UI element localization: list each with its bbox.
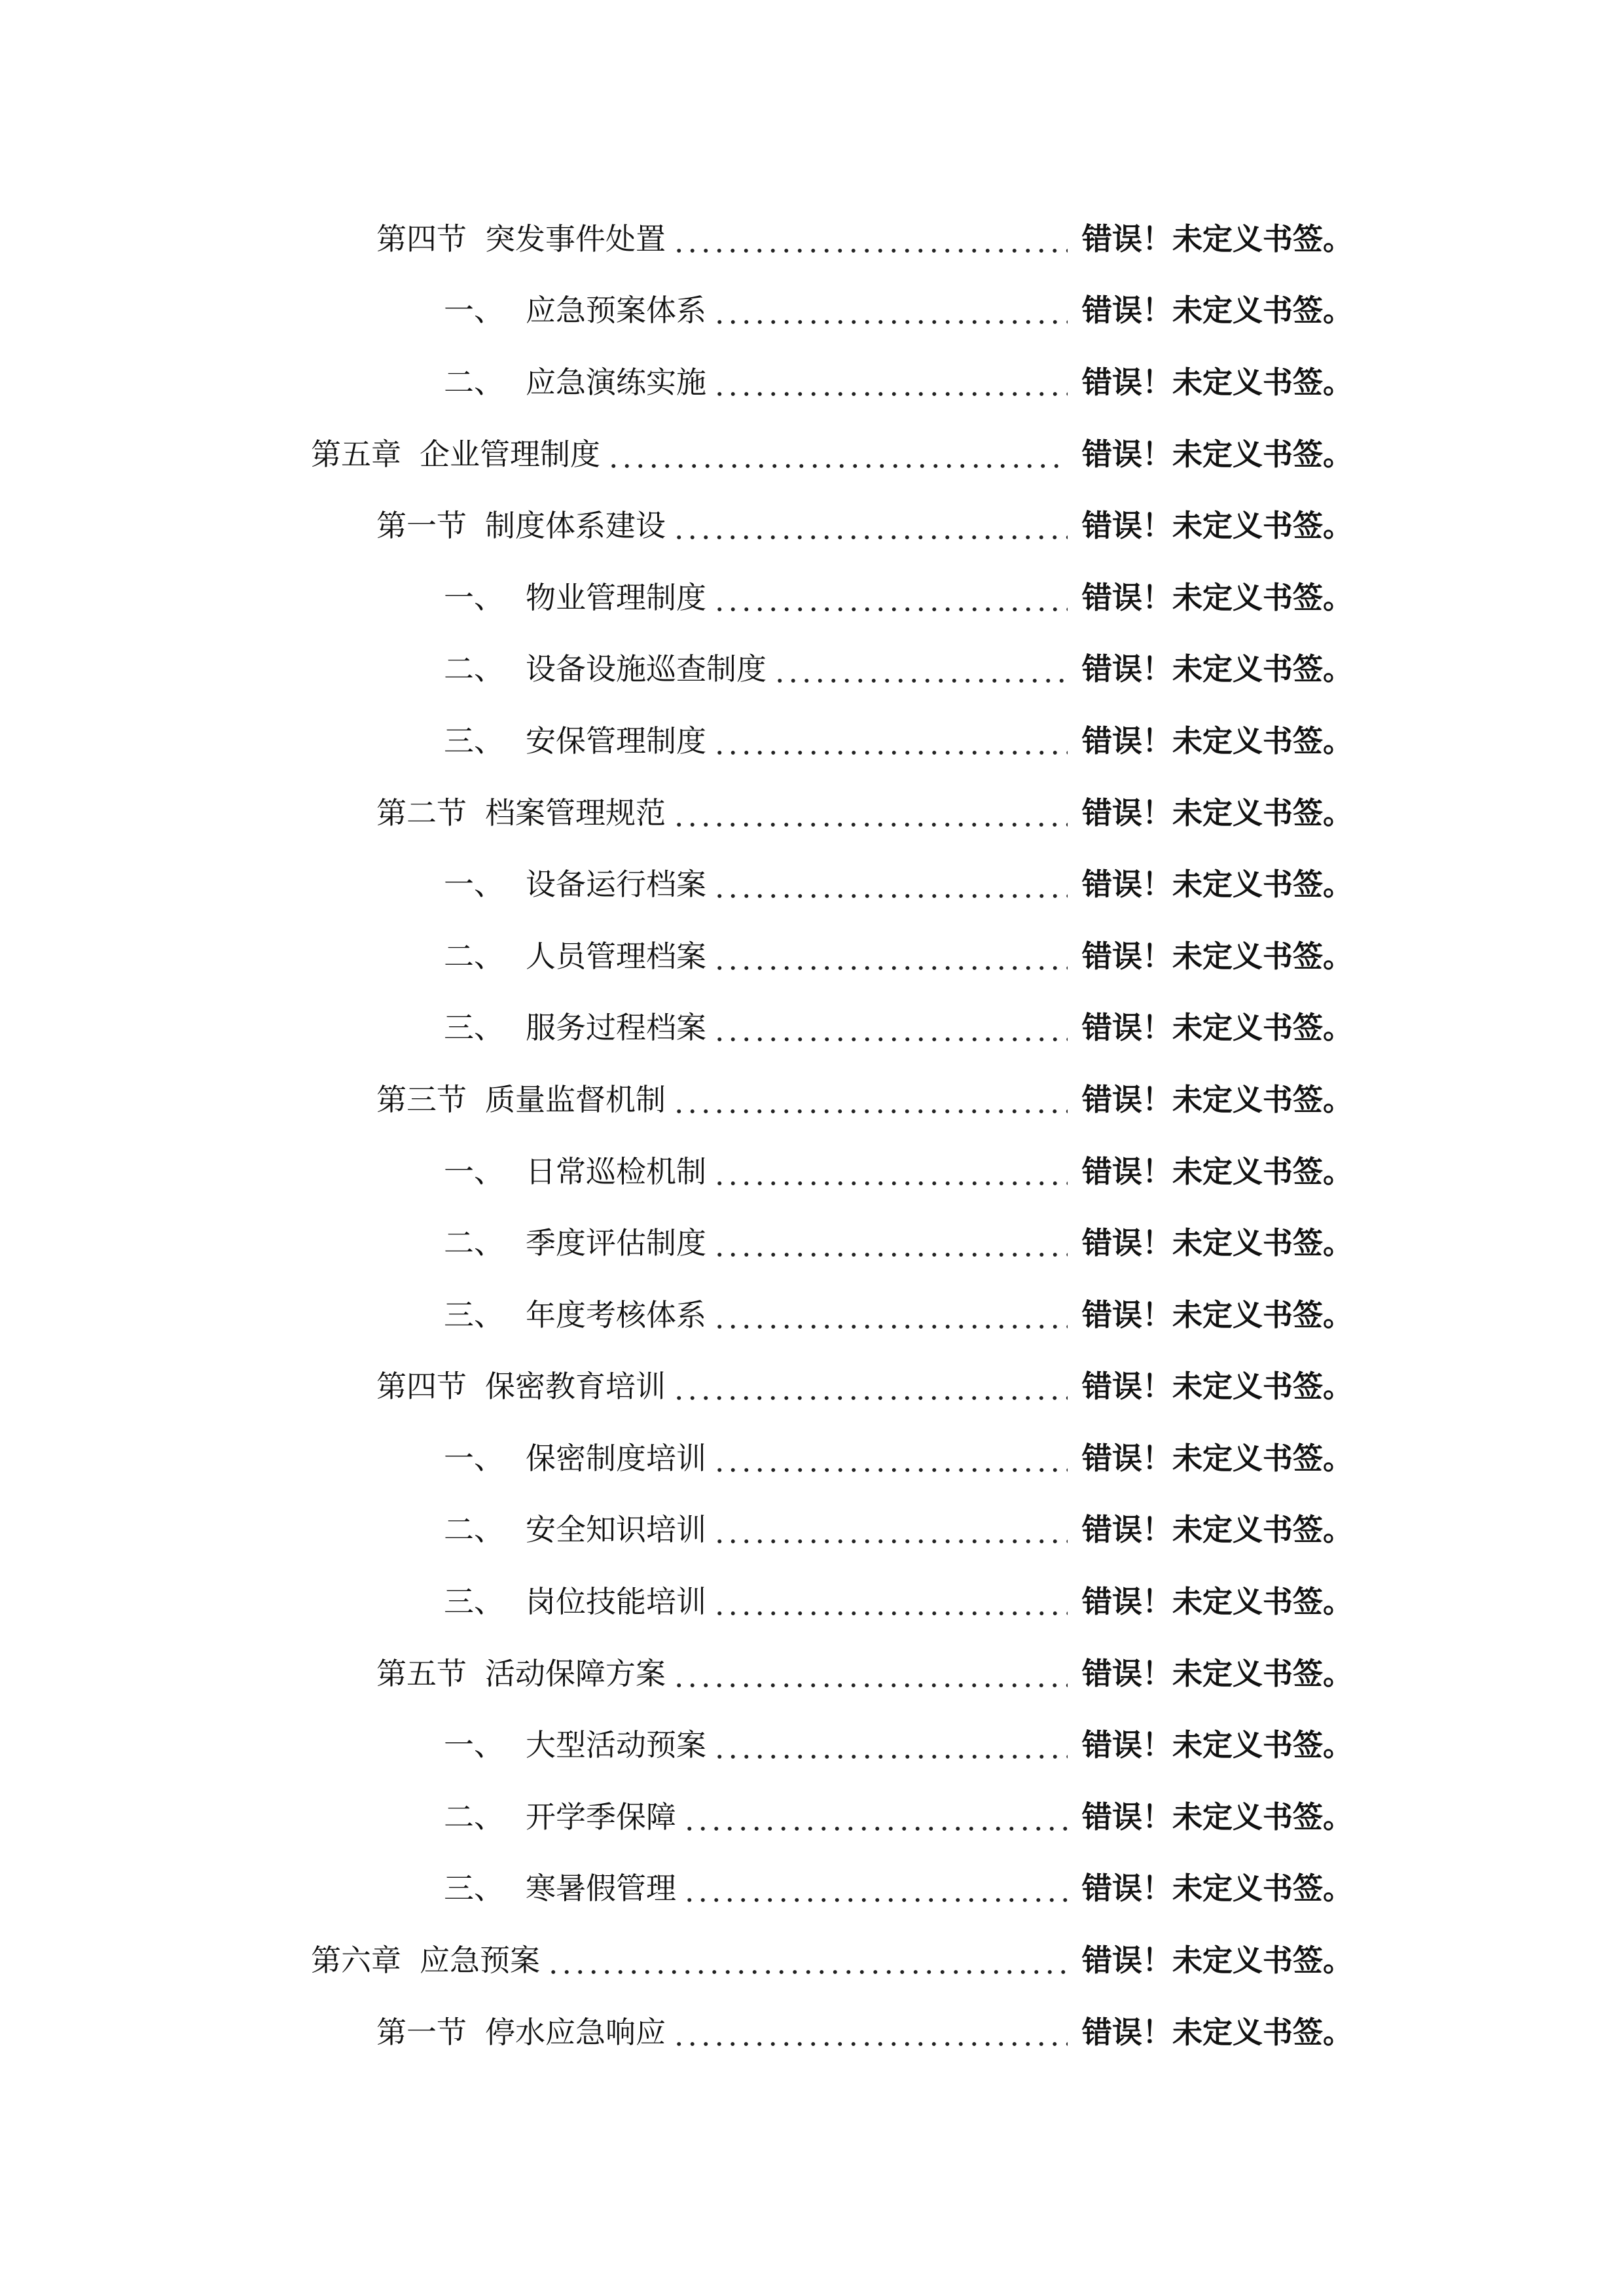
toc-page-reference: 错误！未定义书签。 — [1082, 1010, 1353, 1046]
toc-dot-leader — [672, 798, 1068, 828]
toc-dot-leader — [672, 2017, 1068, 2047]
toc-entry-number: 三、 — [444, 1584, 504, 1620]
toc-page-reference: 错误！未定义书签。 — [1082, 1297, 1353, 1333]
toc-entry-title: 服务过程档案 — [526, 1010, 706, 1046]
toc-section-entry[interactable] — [0, 777, 1624, 849]
toc-dot-leader — [713, 1013, 1068, 1043]
toc-entry-number: 一、 — [444, 867, 504, 903]
toc-page-reference: 错误！未定义书签。 — [1082, 795, 1353, 831]
toc-entry-number: 三、 — [444, 1297, 504, 1333]
toc-chapter-entry[interactable] — [0, 1924, 1624, 1996]
toc-page-reference: 错误！未定义书签。 — [1082, 1440, 1353, 1476]
toc-dot-leader — [713, 941, 1068, 971]
toc-entry-number: 一、 — [444, 579, 504, 615]
toc-dot-leader — [672, 1371, 1068, 1401]
toc-dot-leader — [683, 1802, 1068, 1832]
toc-entry-title: 制度体系建设 — [485, 508, 666, 544]
toc-entry-title: 应急预案体系 — [526, 293, 706, 329]
toc-subsection-entry[interactable] — [0, 1709, 1624, 1781]
toc-entry-number: 二、 — [444, 1512, 504, 1548]
toc-dot-leader — [713, 1300, 1068, 1330]
toc-subsection-entry[interactable] — [0, 1853, 1624, 1925]
toc-entry-title: 应急演练实施 — [526, 364, 706, 400]
toc-subsection-entry[interactable] — [0, 1207, 1624, 1279]
toc-dot-leader — [713, 1730, 1068, 1760]
toc-dot-leader — [713, 295, 1068, 325]
toc-entry-title: 人员管理档案 — [526, 938, 706, 974]
toc-subsection-entry[interactable] — [0, 1781, 1624, 1853]
toc-entry-title: 企业管理制度 — [420, 436, 600, 472]
toc-page-reference: 错误！未定义书签。 — [1082, 1584, 1353, 1620]
toc-page-reference: 错误！未定义书签。 — [1082, 1943, 1353, 1979]
toc-entry-title: 活动保障方案 — [485, 1655, 666, 1691]
toc-section-entry[interactable] — [0, 490, 1624, 562]
toc-dot-leader — [713, 869, 1068, 899]
toc-dot-leader — [672, 224, 1068, 254]
toc-page-reference: 错误！未定义书签。 — [1082, 579, 1353, 615]
toc-page-reference: 错误！未定义书签。 — [1082, 436, 1353, 472]
toc-entry-title: 物业管理制度 — [526, 579, 706, 615]
toc-dot-leader — [713, 1587, 1068, 1617]
toc-entry-title: 保密教育培训 — [485, 1369, 666, 1405]
toc-entry-number: 第二节 — [376, 795, 467, 831]
toc-subsection-entry[interactable] — [0, 1494, 1624, 1566]
toc-chapter-entry[interactable] — [0, 418, 1624, 490]
toc-subsection-entry[interactable] — [0, 1422, 1624, 1494]
toc-entry-title: 突发事件处置 — [485, 221, 666, 257]
toc-dot-leader — [713, 367, 1068, 397]
toc-entry-number: 一、 — [444, 1727, 504, 1763]
toc-section-entry[interactable] — [0, 1638, 1624, 1710]
toc-entry-number: 一、 — [444, 293, 504, 329]
toc-dot-leader — [607, 439, 1068, 469]
toc-entry-number: 第三节 — [376, 1081, 467, 1117]
toc-entry-number: 二、 — [444, 938, 504, 974]
toc-dot-leader — [672, 1085, 1068, 1115]
toc-page-reference: 错误！未定义书签。 — [1082, 2014, 1353, 2050]
toc-section-entry[interactable] — [0, 1064, 1624, 1136]
toc-entry-number: 二、 — [444, 651, 504, 687]
toc-subsection-entry[interactable] — [0, 634, 1624, 706]
toc-entry-title: 应急预案 — [420, 1943, 540, 1979]
toc-dot-leader — [713, 1443, 1068, 1473]
toc-dot-leader — [672, 511, 1068, 541]
toc-entry-number: 第一节 — [376, 508, 467, 544]
toc-entry-number: 一、 — [444, 1153, 504, 1189]
toc-entry-title: 停水应急响应 — [485, 2014, 666, 2050]
toc-entry-title: 安保管理制度 — [526, 723, 706, 759]
toc-subsection-entry[interactable] — [0, 346, 1624, 418]
toc-page-reference: 错误！未定义书签。 — [1082, 1225, 1353, 1261]
toc-entry-number: 第四节 — [376, 221, 467, 257]
toc-entry-title: 设备运行档案 — [526, 867, 706, 903]
toc-page-reference: 错误！未定义书签。 — [1082, 1512, 1353, 1548]
toc-dot-leader — [547, 1945, 1068, 1975]
toc-entry-number: 第五章 — [311, 436, 401, 472]
toc-section-entry[interactable] — [0, 203, 1624, 275]
toc-page-reference: 错误！未定义书签。 — [1082, 1799, 1353, 1835]
toc-page-reference: 错误！未定义书签。 — [1082, 508, 1353, 544]
toc-entry-number: 三、 — [444, 1871, 504, 1907]
toc-dot-leader — [713, 583, 1068, 613]
toc-subsection-entry[interactable] — [0, 1136, 1624, 1208]
toc-page-reference: 错误！未定义书签。 — [1082, 1081, 1353, 1117]
toc-dot-leader — [773, 654, 1068, 684]
toc-page-reference: 错误！未定义书签。 — [1082, 938, 1353, 974]
toc-page-reference: 错误！未定义书签。 — [1082, 293, 1353, 329]
toc-subsection-entry[interactable] — [0, 920, 1624, 992]
table-of-contents — [0, 203, 1624, 2068]
toc-entry-title: 开学季保障 — [526, 1799, 676, 1835]
toc-entry-title: 档案管理规范 — [485, 795, 666, 831]
toc-entry-number: 二、 — [444, 364, 504, 400]
toc-dot-leader — [683, 1873, 1068, 1903]
toc-entry-title: 保密制度培训 — [526, 1440, 706, 1476]
toc-entry-title: 日常巡检机制 — [526, 1153, 706, 1189]
toc-page-reference: 错误！未定义书签。 — [1082, 1727, 1353, 1763]
toc-page-reference: 错误！未定义书签。 — [1082, 723, 1353, 759]
toc-entry-number: 第六章 — [311, 1943, 401, 1979]
toc-entry-number: 三、 — [444, 723, 504, 759]
toc-entry-title: 质量监督机制 — [485, 1081, 666, 1117]
toc-subsection-entry[interactable] — [0, 992, 1624, 1064]
toc-section-entry[interactable] — [0, 1351, 1624, 1423]
toc-entry-title: 季度评估制度 — [526, 1225, 706, 1261]
toc-entry-title: 寒暑假管理 — [526, 1871, 676, 1907]
toc-page-reference: 错误！未定义书签。 — [1082, 1153, 1353, 1189]
toc-dot-leader — [672, 1659, 1068, 1689]
toc-subsection-entry[interactable] — [0, 275, 1624, 347]
toc-page-reference: 错误！未定义书签。 — [1082, 1871, 1353, 1907]
toc-entry-number: 第一节 — [376, 2014, 467, 2050]
toc-page-reference: 错误！未定义书签。 — [1082, 221, 1353, 257]
toc-entry-title: 设备设施巡查制度 — [526, 651, 767, 687]
toc-entry-number: 第五节 — [376, 1655, 467, 1691]
toc-subsection-entry[interactable] — [0, 562, 1624, 634]
toc-subsection-entry[interactable] — [0, 705, 1624, 777]
toc-dot-leader — [713, 726, 1068, 756]
toc-entry-title: 年度考核体系 — [526, 1297, 706, 1333]
toc-page-reference: 错误！未定义书签。 — [1082, 867, 1353, 903]
toc-subsection-entry[interactable] — [0, 1566, 1624, 1638]
toc-dot-leader — [713, 1228, 1068, 1258]
toc-section-entry[interactable] — [0, 1996, 1624, 2068]
toc-page-reference: 错误！未定义书签。 — [1082, 651, 1353, 687]
toc-entry-title: 安全知识培训 — [526, 1512, 706, 1548]
toc-entry-number: 第四节 — [376, 1369, 467, 1405]
toc-dot-leader — [713, 1157, 1068, 1187]
toc-entry-number: 三、 — [444, 1010, 504, 1046]
toc-page-reference: 错误！未定义书签。 — [1082, 1655, 1353, 1691]
toc-entry-number: 一、 — [444, 1440, 504, 1476]
toc-entry-number: 二、 — [444, 1799, 504, 1835]
toc-subsection-entry[interactable] — [0, 848, 1624, 920]
toc-entry-title: 大型活动预案 — [526, 1727, 706, 1763]
toc-entry-title: 岗位技能培训 — [526, 1584, 706, 1620]
toc-entry-number: 二、 — [444, 1225, 504, 1261]
toc-page-reference: 错误！未定义书签。 — [1082, 364, 1353, 400]
toc-dot-leader — [713, 1515, 1068, 1545]
toc-page-reference: 错误！未定义书签。 — [1082, 1369, 1353, 1405]
toc-subsection-entry[interactable] — [0, 1279, 1624, 1351]
